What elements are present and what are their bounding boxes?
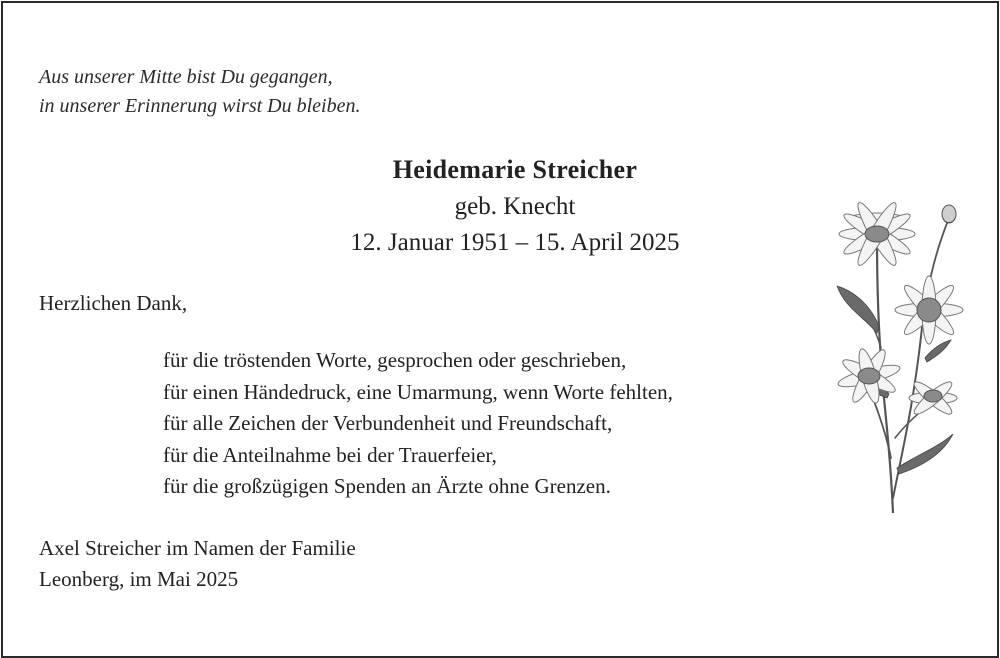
signature-line-2: Leonberg, im Mai 2025 [39,567,239,591]
motto [39,63,360,121]
deceased-name: Heidemarie Streicher [392,155,638,184]
thanks-line: für alle Zeichen der Verbundenheit und Freundschaft, [163,411,613,435]
thanks-line: für die großzügigen Spenden an Ärzte ohne Grenzen. [163,474,611,498]
motto-line-1: Aus unserer Mitte bist Du gegangen, [39,66,333,88]
signature-line-1: Axel Streicher im Namen der Familie [39,536,356,560]
notice-frame [1,1,999,658]
thanks-line: für einen Händedruck, eine Umarmung, wenn Worte fehlten, [163,379,673,404]
daisy-bouquet-illustration [825,198,975,513]
daisy-right [895,276,963,344]
thanks-line: für die Anteilnahme bei der Trauerfeier, [163,442,497,467]
thanks-heading: Herzlichen Dank, [39,291,188,315]
daisy-bud [942,205,956,223]
motto-line-2: in unserer Erinnerung wirst Du bleiben. [39,95,361,117]
signature [39,533,356,595]
birth-name: geb. Knecht [454,193,576,220]
thanks-line: für die tröstenden Worte, gesprochen oder geschrieben, [163,348,627,372]
life-dates: 12. Januar 1951 – 15. April 2025 [350,229,680,256]
daisy-small [909,378,957,418]
deceased-block [265,153,765,261]
daisy-left-low [836,347,901,406]
thanks-list [163,345,673,503]
